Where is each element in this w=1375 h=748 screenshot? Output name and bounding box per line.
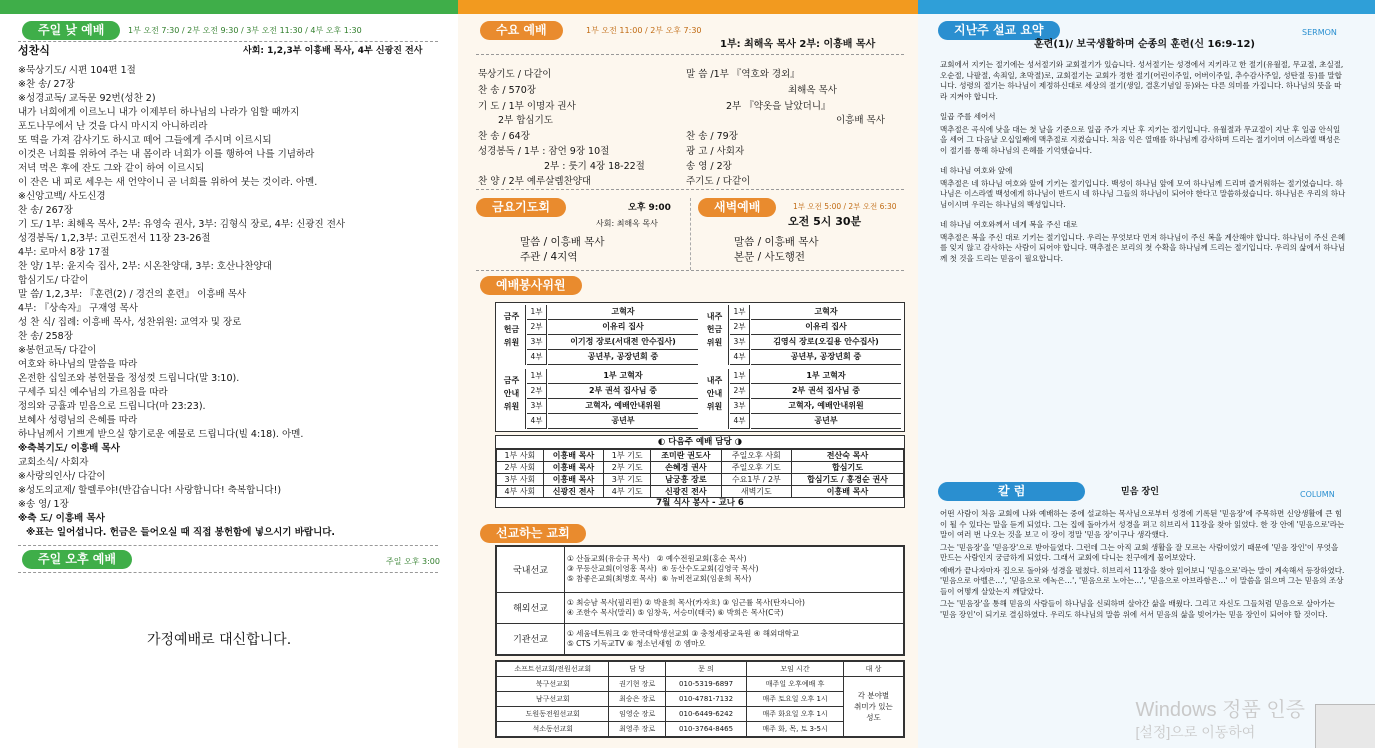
dawn-time: 오전 5시 30분	[788, 215, 862, 228]
wed-presider: 1부: 최해옥 목사 2부: 이흥배 목사	[720, 39, 876, 50]
wed-right-line: 최해옥 목사	[788, 85, 837, 96]
wed-left-line: 2부 합심기도	[498, 115, 553, 126]
sunday-pm-time: 주일 오후 3:00	[386, 557, 440, 566]
committee-member: 이기정 장로(서대전 안수집사)	[548, 335, 698, 350]
sermon-column	[918, 14, 1375, 748]
sunday-order-line: ※성도의교제/ 할렐루야!(반갑습니다! 사랑합니다! 축복합니다!)	[18, 485, 282, 496]
sunday-order-line: 저녁 먹은 후에 잔도 그와 같이 하여 이르시되	[18, 163, 205, 174]
taskbar-corner[interactable]	[1315, 704, 1375, 748]
sunday-order-line: 보혜사 성령님의 은혜를 따라	[18, 415, 138, 426]
next-week-cell: 신광진 전사	[651, 486, 722, 498]
next-week-cell: 전산숙 목사	[792, 450, 904, 462]
friday-line1: 말씀 / 이흥배 목사	[520, 236, 605, 248]
committee-member: 고혁자, 예배안내위원	[751, 399, 901, 414]
committee-member: 고혁자, 예배안내위원	[548, 399, 698, 414]
next-week-cell: 수요1부 / 2부	[721, 474, 791, 486]
sermon-paragraph	[940, 104, 1346, 106]
service-committee-title: 예배봉사위원	[480, 276, 582, 295]
committee-part: 2부	[730, 384, 750, 399]
wed-left-line: 찬 양 / 2부 예루살렘찬양대	[478, 176, 592, 187]
mission-type: 기관선교	[497, 623, 565, 654]
small-group-cell: 매주 토요일 오후 1시	[747, 692, 844, 707]
friday-line2: 주관 / 4지역	[520, 251, 578, 263]
next-week-cell: 주일오후 사회	[721, 450, 791, 462]
column-paragraph: 어떤 사람이 처음 교회에 나와 예배하는 중에 설교하는 목사님으로부터 성경에 기록된 '믿음장'에 주목하면 신앙생활에 큰 힘이 될 수 있다는 말을 듣게 되었다. 그는 집에 돌아가서 성경을 펴고 히브리서 11장을 찾아 읽었다. 한 장 안에 '믿음으로'라는 말이 여러 번 나오는 것을 보고 이 장이 정말 '믿음 장'이구나 생각했다.	[940, 509, 1345, 539]
sunday-order-line: 포도나무에서 난 것을 다시 마시지 아니하리라	[18, 121, 208, 132]
committee-member: 2부 권석 집사님 중	[548, 384, 698, 399]
dawn-line1: 말씀 / 이흥배 목사	[734, 236, 819, 248]
sunday-order-line: 성 찬 식/ 집례: 이흥배 목사, 성찬위원: 교역자 및 장로	[18, 317, 242, 328]
sermon-paragraph: 교회에서 지키는 절기에는 성서절기와 교회절기가 있습니다. 성서절기는 성경에서 지키라고 한 절기(유월절, 무교절, 초실절, 오순절, 나팔절, 속죄일, 초막절)로, 교회절기는 교회가 정한 절기(어린이주일, 어버이주일, 추수감사주일, 성탄절 등)를 말합니다. 성령의 절기는 하나님이 제정하신대로 세상의 절기(생일, 결혼기념일 등)와는 다른 의미를 가집니다. 하나님의 뜻을 따라 지켜야 합니다.	[940, 60, 1344, 101]
committee-member: 공년부, 공장년회 중	[548, 350, 698, 365]
next-week-cell: 1부 기도	[604, 450, 651, 462]
sunday-order-line: 여호와 하나님의 말씀을 따라	[18, 359, 138, 370]
sunday-presider: 사회: 1,2,3부 이흥배 목사, 4부 신광진 전사	[243, 46, 423, 56]
small-group-cell: 남구선교회	[497, 692, 609, 707]
committee-part: 2부	[730, 320, 750, 335]
mission-type: 국내선교	[497, 547, 565, 593]
next-week-cell: 이흥배 목사	[543, 450, 604, 462]
small-group-cell: 010-4781-7132	[665, 692, 746, 707]
sermon-paragraph	[940, 212, 1346, 214]
wed-right-line: 찬 송 / 79장	[686, 131, 738, 142]
lunch-note: 7월 식사 봉사 - 교나 6	[656, 498, 744, 508]
sunday-order-line: 말 씀/ 1,2,3부: 『훈련(2) / 경건의 훈련』 이흥배 목사	[18, 289, 247, 300]
wed-left-line: 찬 송 / 570장	[478, 85, 536, 96]
sunday-order-line: ※송 영/ 1장	[18, 499, 69, 510]
standing-note: ※표는 일어섭니다. 헌금은 들어오실 때 직접 봉헌함에 넣으시기 바랍니다.	[26, 527, 336, 538]
sunday-order-line: 이것은 너희를 위하여 주는 내 몸이라 너희가 이를 행하여 나를 기념하라	[18, 149, 315, 160]
committee-part: 3부	[527, 399, 547, 414]
sunday-service-title: 주일 낮 예배	[22, 21, 120, 40]
column-title: 칼 럼	[938, 482, 1085, 501]
sunday-order-line: ※신앙고백/ 사도신경	[18, 191, 106, 202]
small-group-header: 소프트선교회/전원선교회	[497, 662, 609, 677]
watermark-line2: [설정]으로 이동하여	[1135, 724, 1256, 740]
committee-member: 고혁자	[548, 305, 698, 320]
next-week-cell: 4부 기도	[604, 486, 651, 498]
wed-left-line: 2부 : 룻기 4장 18-22절	[544, 161, 645, 172]
next-week-cell: 합심기도 / 홍경순 권사	[792, 474, 904, 486]
sunday-order-line: 4부: 『상속자』 구재영 목사	[18, 303, 138, 314]
dawn-times: 1부 오전 5:00 / 2부 오전 6:30	[793, 202, 897, 211]
small-group-cell: 매주일 오후예배 후	[747, 677, 844, 692]
sunday-order-line: 또 떡을 가져 감사기도 하시고 떼어 그들에게 주시며 이르시되	[18, 135, 272, 146]
next-week-cell: 2부 기도	[604, 462, 651, 474]
small-group-header: 문 의	[665, 662, 746, 677]
sunday-order-line: ※성경교독/ 교독문 92번(성찬 2)	[18, 93, 156, 104]
next-week-cell: 신광진 전사	[543, 486, 604, 498]
windows-activation-watermark	[1135, 693, 1305, 742]
committee-part: 1부	[527, 305, 547, 320]
committee-label: 내주 안내 위원	[701, 369, 729, 429]
committee-member: 고혁자	[751, 305, 901, 320]
next-week-cell: 주일오후 기도	[721, 462, 791, 474]
wed-right-line: 광 고 / 사회자	[686, 146, 745, 157]
mission-list: ① 최승남 목사(필리핀) ② 박윤희 목사(카자흐) ③ 임근률 목사(탄자니아) ④ 조한수 목사(말리) ⑤ 임창욱, 서승미(태국) ⑥ 박희은 목사(C국)	[565, 592, 904, 623]
next-week-title: ◐ 다음주 예배 담당 ◑	[496, 436, 904, 449]
committee-part: 4부	[527, 350, 547, 365]
sermon-paragraph: 일곱 주를 세어서	[940, 112, 996, 121]
small-group-target: 각 분야별 취미가 있는 성도	[843, 677, 903, 737]
wed-right-line: 말 씀 /1부 『역호와 경외』	[686, 69, 800, 80]
committee-part: 2부	[527, 384, 547, 399]
sunday-order-line: 4부: 로마서 8장 17절	[18, 247, 110, 258]
column-paragraph: 예배가 끝나자마자 집으로 돌아와 성경을 펼쳤다. 히브리서 11장을 찾아 읽어보니 '믿음으로'라는 말이 계속해서 등장하였다. '믿음으로 아벨은…', '믿음으로 에녹은…', '믿음으로 노아는…', '믿음으로 아브라함은…' 이 말씀을 읽으며 그는 믿음의 조상들이 어떻게 살았는지 깨달았다.	[940, 565, 1345, 596]
friday-presider: 사회: 최해옥 목사	[596, 219, 658, 228]
committee-part: 1부	[730, 305, 750, 320]
wednesday-column	[458, 14, 918, 748]
next-week-cell: 조미란 권도사	[651, 450, 722, 462]
sunday-order-line: 정의와 긍휼과 믿음으로 드립니다(마 23:23).	[18, 401, 206, 412]
sunday-order-line: 이 잔은 내 피로 세우는 새 언약이니 곧 너희를 위하여 붓는 것이라. 아멘.	[18, 177, 318, 188]
sermon-heading: 훈련(1)/ 보국생활하며 순종의 훈련(신 16:9-12)	[1034, 39, 1255, 50]
sermon-tag: SERMON	[1302, 28, 1337, 37]
committee-label: 금주 안내 위원	[498, 369, 526, 429]
mission-list: ① 산돌교회(유승규 목사) ② 예수전원교회(홍순 목사) ③ 무등산교회(이영흥 목사) ④ 동산수도교회(김영국 목사) ⑤ 참좋은교회(최병호 목사) ⑥ 뉴비전교회(임윤희 목사)	[565, 547, 904, 593]
sunday-order-line: ※봉헌교독/ 다같이	[18, 345, 97, 356]
next-week-cell: 합심기도	[792, 462, 904, 474]
friday-time: 오후 9:00	[628, 203, 671, 213]
small-group-cell: 석소동선교회	[497, 722, 609, 737]
sunday-order-line: ※사랑의인사/ 다같이	[18, 471, 106, 482]
committee-part: 1부	[527, 369, 547, 384]
small-group-box	[495, 660, 905, 738]
small-group-cell: 권기현 장로	[609, 677, 665, 692]
sunday-order-line: ※묵상기도/ 시편 104편 1절	[18, 65, 136, 76]
next-week-cell: 3부 기도	[604, 474, 651, 486]
committee-member: 공년부	[751, 414, 901, 429]
committee-member: 공년부, 공장년회 중	[751, 350, 901, 365]
small-group-header: 대 상	[843, 662, 903, 677]
small-group-header: 모임 시간	[747, 662, 844, 677]
sunday-order-line: ※축복기도/ 이흥배 목사	[18, 443, 120, 454]
watermark-line1: Windows 정품 인증	[1135, 699, 1305, 721]
mission-type: 해외선교	[497, 592, 565, 623]
small-group-cell: 최영주 장로	[609, 722, 665, 737]
wed-right-line: 주기도 / 다같이	[686, 176, 751, 187]
committee-member: 1부 고혁자	[751, 369, 901, 384]
wed-times: 1부 오전 11:00 / 2부 오후 7:30	[586, 26, 702, 35]
next-week-cell: 새벽기도	[721, 486, 791, 498]
committee-part: 4부	[730, 414, 750, 429]
sunday-column	[0, 14, 458, 748]
committee-member: 공년부	[548, 414, 698, 429]
next-week-cell: 남궁흥 장로	[651, 474, 722, 486]
small-group-cell: 북구선교회	[497, 677, 609, 692]
sunday-order-line: 교회소식/ 사회자	[18, 457, 89, 468]
wed-left-line: 성경봉독 / 1부 : 잠언 9장 10절	[478, 146, 610, 157]
small-group-cell: 임영순 장로	[609, 707, 665, 722]
sunday-service-times: 1부 오전 7:30 / 2부 오전 9:30 / 3부 오전 11:30 / 4부 오후 1:30	[128, 26, 362, 35]
wed-left-line: 묵상기도 / 다같이	[478, 69, 552, 80]
wed-right-line: 송 영 / 2장	[686, 161, 732, 172]
committee-part: 3부	[527, 335, 547, 350]
sunday-order-line: 찬 송/ 267장	[18, 205, 73, 216]
sunday-order-line: ※축 도/ 이흥배 목사	[18, 513, 105, 524]
sunday-order-line: 온전한 십일조와 봉헌물을 정성껏 드립니다(말 3:10).	[18, 373, 240, 384]
wed-title: 수요 예배	[480, 21, 563, 40]
next-week-cell: 4부 사회	[497, 486, 544, 498]
next-week-cell: 3부 사회	[497, 474, 544, 486]
wed-right-line: 2부 『약옷을 날았더니』	[726, 101, 831, 112]
sunday-order-line: 성경봉독/ 1,2,3부: 고린도전서 11장 23-26절	[18, 233, 211, 244]
committee-member: 1부 고혁자	[548, 369, 698, 384]
wed-right-line: 이흥배 목사	[836, 115, 885, 126]
committee-label: 내주 헌금 위원	[701, 305, 729, 365]
wed-left-line: 기 도 / 1부 이명자 권사	[478, 101, 576, 112]
sunday-order-line: 기 도/ 1부: 최해옥 목사, 2부: 유영숙 권사, 3부: 김형식 장로, 4부: 신광진 전사	[18, 219, 346, 230]
sermon-paragraph	[940, 158, 1346, 160]
committee-part: 2부	[527, 320, 547, 335]
sermon-title: 지난주 설교 요약	[938, 21, 1060, 40]
sermon-paragraph: 맥추절은 네 하나님 여호와 앞에 기키는 절기입니다. 백성이 하나님 앞에 모여 하나님께 드리며 즐거워하는 절기였습니다. 하나님은 이스라엘 백성에게 하나님이 반드시 네 하나님 그들의 하나님이 되어야 한다고 말씀하셨습니다. 하나님은 우리의 하나님이시며 우리는 하나님의 백성입니다.	[940, 178, 1346, 209]
next-week-cell: 이흥배 목사	[543, 462, 604, 474]
committee-part: 3부	[730, 335, 750, 350]
next-week-cell: 1부 사회	[497, 450, 544, 462]
small-group-header: 담 당	[609, 662, 665, 677]
small-group-cell: 매주 화, 목, 토 3-5시	[747, 722, 844, 737]
committee-part: 4부	[527, 414, 547, 429]
friday-title: 금요기도회	[476, 198, 566, 217]
small-group-cell: 010-3764-8465	[665, 722, 746, 737]
small-group-cell: 도원동전원선교회	[497, 707, 609, 722]
wed-left-line: 찬 송 / 64장	[478, 131, 530, 142]
next-week-cell: 이흥배 목사	[543, 474, 604, 486]
sunday-order-line: 하나님께서 기쁘게 받으실 향기로운 예물로 드립니다(빌 4:18). 아멘.	[18, 429, 304, 440]
mission-list: ① 세움네트워크 ② 한국대학생선교회 ③ 충청세광교육원 ④ 해외대학교 ⑤ CTS 기독교TV ⑥ 청소년새힘 ⑦ 엠마오	[565, 623, 904, 654]
sunday-pm-title: 주일 오후 예배	[22, 550, 132, 569]
sermon-body	[940, 60, 1346, 475]
sermon-paragraph: 맥추절은 복을 주신 대로 기키는 절기입니다. 우리는 무엇보다 먼저 하나님이 주신 복을 계산해야 합니다. 하나님이 주신 은혜를 잊지 않고 감사하는 사람이 되어야 합니다. 맥추절은 보리의 첫 수확을 하나님께 드리는 절기입니다. 우리의 삶에서 하나님께 첫 것을 드리는 믿음이 필요합니다.	[940, 232, 1346, 263]
committee-part: 1부	[730, 369, 750, 384]
sunday-order-line: ※찬 송/ 27장	[18, 79, 75, 90]
committee-member: 이유리 집사	[548, 320, 698, 335]
service-committee-box	[495, 302, 905, 432]
sunday-order-line: 찬 양/ 1부: 윤지숙 집사, 2부: 시온찬양대, 3부: 호산나찬양대	[18, 261, 272, 272]
next-week-cell: 손혜경 권사	[651, 462, 722, 474]
sunday-order-line: 합심기도/ 다같이	[18, 275, 89, 286]
small-group-cell: 010-5319-6897	[665, 677, 746, 692]
sunday-order-line: 구세주 되신 예수님의 가르침을 따라	[18, 387, 168, 398]
mission-title: 선교하는 교회	[480, 524, 586, 543]
sermon-paragraph: 맥추절은 곡식에 낫을 대는 첫 날을 기준으로 일곱 주가 지난 후 지키는 절기입니다. 유월절과 무교절이 지난 후 일곱 안식일을 세어 그 다음날 오십일째에 맥추절로 지켰습니다. 처음 익은 열매를 하나님께 감사하며 드리는 절기이며 이스라엘 백성은 이 절기를 통해 하나님의 은혜를 기억했습니다.	[940, 124, 1341, 155]
next-week-cell: 2부 사회	[497, 462, 544, 474]
committee-part: 3부	[730, 399, 750, 414]
column-paragraph: 그는 '믿음장'을 '믿음장'으로 받아들였다. 그런데 그는 아직 교회 생활을 잘 모르는 사람이었기 때문에 '믿음 장인'이 무엇을 만드는 사람인지 궁금하게 되었다. 그래서 교회에 다니는 친구에게 물어보았다.	[940, 542, 1339, 562]
next-week-cell: 이흥배 목사	[792, 486, 904, 498]
column-tag: COLUMN	[1300, 490, 1335, 499]
sermon-paragraph: 네 하나님 여호와께서 네게 복을 주신 대로	[940, 220, 1078, 229]
committee-member: 김영식 장로(오길용 안수집사)	[751, 335, 901, 350]
next-week-box	[495, 435, 905, 508]
sunday-order-line: 내가 너희에게 이르노니 내가 이제부터 하나님의 나라가 임할 때까지	[18, 107, 300, 118]
dawn-line2: 본문 / 사도행전	[734, 251, 806, 263]
column-paragraph: 그는 '믿음장'을 통해 믿음의 사람들이 하나님을 신뢰하며 살아간 삶을 배웠다. 그리고 자신도 그들처럼 믿음으로 살아가는 '믿음 장인'이 되기로 결심하였다. 우리도 하나님의 말씀 위에 서서 믿음의 삶을 빚어가는 믿음 장인이 되어야 할 것이다.	[940, 599, 1335, 619]
communion-label: 성찬식	[18, 44, 50, 57]
sunday-pm-body: 가정예배로 대신합니다.	[147, 632, 292, 648]
committee-label: 금주 헌금 위원	[498, 305, 526, 365]
committee-member: 이유리 집사	[751, 320, 901, 335]
committee-member: 2부 권석 집사님 중	[751, 384, 901, 399]
sermon-paragraph: 네 하나님 여호와 앞에	[940, 166, 1013, 175]
dawn-title: 새벽예배	[698, 198, 776, 217]
mission-box	[495, 545, 905, 656]
small-group-cell: 010-6449-6242	[665, 707, 746, 722]
column-subtitle: 믿음 장인	[1121, 487, 1159, 497]
top-color-bar	[0, 0, 1375, 14]
committee-part: 4부	[730, 350, 750, 365]
small-group-cell: 매주 화요일 오후 1시	[747, 707, 844, 722]
sunday-order-line: 찬 송/ 258장	[18, 331, 73, 342]
small-group-cell: 최승은 장로	[609, 692, 665, 707]
